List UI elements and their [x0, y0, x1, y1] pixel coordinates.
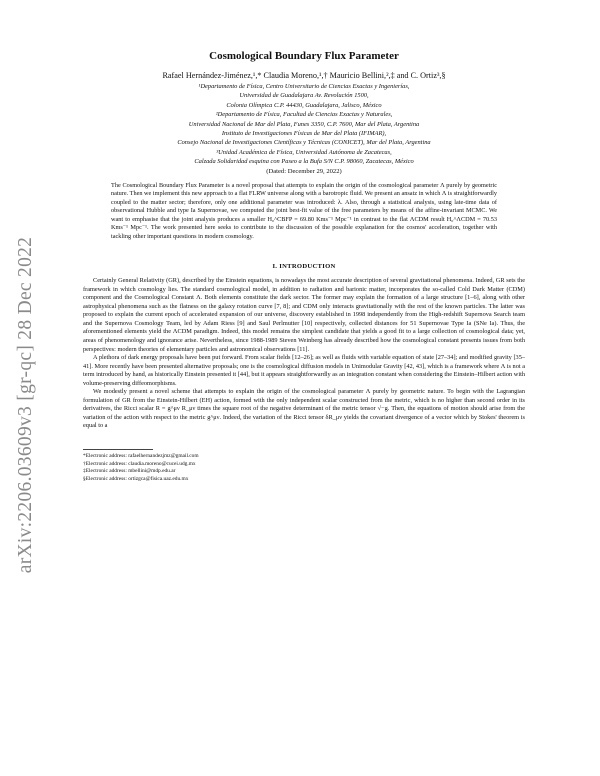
affiliation-line: Colonia Olímpica C.P. 44430, Guadalajara, Jalisco, México — [226, 101, 382, 109]
affiliation-line: ²Departamento de Física, Facultad de Ciencias Exactas y Naturales, — [215, 111, 393, 119]
body-paragraph: Certainly General Relativity (GR), described by the Einstein equations, is nowadays the most accurate description of several gravitational phenomena. Indeed, GR sets the framework in which cosmology lies. The standard cosmological model, in addition to radiation and barionic matter, incorporates the so-called Cold Dark Matter (CDM) component and the Cosmological Constant Λ. Both elements constitute the dark sector. The former may explain the formation of a large structure [1–6], along with other astrophysical phenomena such as the flatness on the galaxy rotation curve [7, 8]; and CDM only interacts gravitationally with the rest of the known particles. The latter was proposed to explain the current epoch of accelerated expansion of our universe, discovery established in 1998 independently from the High-redshift Supernova Search team and the Supernova Cosmology Team, led by Adam Riess [9] and Saul Perlmutter [10] respectively, collected distances for 51 Supernovae Type Ia (SNe Ia). Thus, the aforementioned elements yield the ΛCDM paradigm. Indeed, this model remains the simplest candidate that yields a good fit to a large collection of cosmological data; yet, areas of phenomenology and ignorance arise. Nevertheless, since 1988-1989 Steven Weinberg has already described how the cosmological constant presents issues from both perspectives: modern theories of elementary particles and astronomical observations [11]. — [83, 277, 525, 353]
footnote: ‡Electronic address: mbellini@mdp.edu.ar — [83, 468, 176, 475]
affiliation-line: Universidad de Guadalajara Av. Revolución 1500, — [239, 92, 369, 100]
author-list: Rafael Hernández-Jiménez,¹,* Claudia Moreno,¹,† Mauricio Bellini,²,‡ and C. Ortiz³,§ — [162, 71, 446, 80]
abstract: The Cosmological Boundary Flux Parameter is a novel proposal that attempts to explain the origin of the cosmological parameter Λ purely by geometric nature. Then we implement this new approach to a flat FLRW universe along with a barotropic fluid. We present an ansatz in which Λ is straightforwardly coupled to the matter sector; therefore, only one additional parameter was introduced: λ. Also, through a statistical analysis, using late-time data of observational Hubble and type Ia Supernovae, we computed the joint best-fit value of the free parameters by means of the affine-invariant MCMC. We want to emphasise that the joint analysis produces a smaller H₀^CBFP = 69.80 Kms⁻¹ Mpc⁻¹ in contrast to the flat ΛCDM result H₀^ΛCDM = 70.53 Kms⁻¹ Mpc⁻¹. The work presented here seeks to contribute to the discussion of the possible explanation for the cosmos' acceleration, together with tackling other important questions in modern cosmology. — [111, 181, 497, 240]
paper-page — [83, 50, 525, 483]
dated-line: (Dated: December 29, 2022) — [266, 167, 342, 175]
footnote: §Electronic address: ortizgca@fisica.uaz.edu.mx — [83, 475, 189, 482]
footnote: †Electronic address: claudia.moreno@cucei.udg.mx — [83, 460, 196, 467]
section-heading-introduction: I. INTRODUCTION — [272, 263, 336, 271]
affiliation-line: Consejo Nacional de Investigaciones Científicas y Técnicas (CONICET), Mar del Plata, Argentina — [177, 139, 431, 147]
affiliations — [83, 82, 525, 167]
arxiv-stamp-text: arXiv:2206.03609v3 [gr-qc] 28 Dec 2022 — [15, 236, 37, 574]
footnotes — [83, 453, 525, 483]
affiliation-line: Calzada Solidaridad esquina con Paseo a la Bufa S/N C.P. 98060, Zacatecas, México — [194, 158, 414, 166]
affiliation-line: ¹Departamento de Física, Centro Universitario de Ciencias Exactas y Ingenierías, — [198, 83, 410, 90]
paper-title: Cosmological Boundary Flux Parameter — [209, 50, 399, 62]
affiliation-line: ³Unidad Académica de Física, Universidad Autónoma de Zacatecas, — [216, 148, 392, 156]
body-paragraph: We modestly present a novel scheme that attempts to explain the origin of the cosmological parameter Λ purely by geometric nature. To begin with the Lagrangian formulation of GR from the Einstein-Hilbert (EH) action, formed with the only independent scalar constructed from the metric, which is no higher than second order in its derivatives, the Ricci scalar R = g^μν R_μν times the square root of the negative determinant of the metric tensor √−g. Then, the equations of motion should arise from the variation of the action with respect to the metric g^μν. Indeed, the variation of the Ricci tensor δR_μν yields the covariant divergence of a vector which by Stokes' theorem is equal to a — [83, 388, 525, 430]
affiliation-line: Instituto de Investigaciones Físicas de Mar del Plata (IFIMAR), — [221, 130, 387, 138]
arxiv-stamp — [6, 175, 46, 635]
affiliation-line: Universidad Nacional de Mar del Plata, Funes 3350, C.P. 7600, Mar del Plata, Argentina — [188, 120, 420, 128]
body-paragraph: A plethora of dark energy proposals have been put forward. From scalar fields [12–26]; as well as fluids with variable equation of state [27–34]; and modified gravity [35–41]. More recently have been presented alternative proposals; one is the cosmological diffusion models in Unimodular Gravity [42, 43], which is a framework where Λ is not a term introduced by hand, as historically Einstein presented it [44], but it appears straightforwardly as an integration constant when considering the Einstein–Hilbert action with volume-preserving diffeomorphisms. — [83, 354, 525, 387]
footnote: *Electronic address: rafaelhernandezjmz@gmail.com — [83, 453, 199, 459]
footnote-rule — [83, 449, 153, 450]
